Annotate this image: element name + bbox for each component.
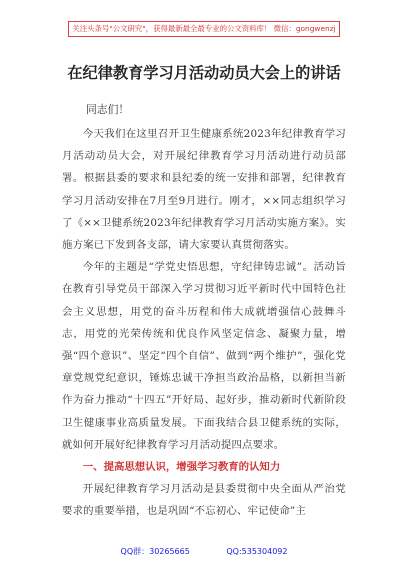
section-heading: 一、提高思想认识，增强学习教育的认知力	[82, 461, 281, 474]
document-body	[62, 123, 346, 523]
document-title: 在纪律教育学习月活动动员大会上的讲话	[67, 64, 341, 82]
paragraph: 今天我们在这里召开卫生健康系统2023年纪律教育学习月活动动员大会，对开展纪律教育学习月活动进行动员部署。根据县委的要求和县纪委的统一安排和部署，纪律教育学习月活动安排在7月至9月进行。刚才，××同志组织学习了《××卫健系统2023年纪律教育学习月活动实施方案》。实施方案已下发到各支部，请大家要认真贯彻落实。	[62, 128, 346, 252]
footer-qq-group: QQ群：30265665	[120, 547, 190, 556]
greeting: 同志们！	[86, 103, 130, 116]
footer	[0, 546, 408, 558]
footer-qq: QQ:535304092	[226, 547, 288, 556]
paragraph: 开展纪律教育学习月活动是县委贯彻中央全面从严治党要求的重要举措，也是巩固“不忘初心、牢记使命”主	[62, 483, 346, 518]
paragraph: 今年的主题是“学党史悟思想，守纪律铸忠诚”。活动旨在教育引导党员干部深入学习贯彻习近平新时代中国特色社会主义思想，用党的奋斗历程和伟大成就增强信心鼓舞斗志，用党的光荣传统和优良作风坚定信念、凝聚力量，增强“四个意识”、坚定“四个自信”、做到“两个维护”，强化党章党规党纪意识，锤炼忠诚干净担当政治品格，以新担当新作为奋力推动“十四五”开好局、起好步，推动新时代新阶段卫生健康事业高质量发展。下面我结合县卫健系统的实际，就如何开展好纪律教育学习月活动提四点要求。	[62, 261, 346, 451]
promo-banner: 关注头条号"公文研究"，获得最新最全最专业的公文资料库！ 微信：gongwenzj	[68, 21, 340, 37]
